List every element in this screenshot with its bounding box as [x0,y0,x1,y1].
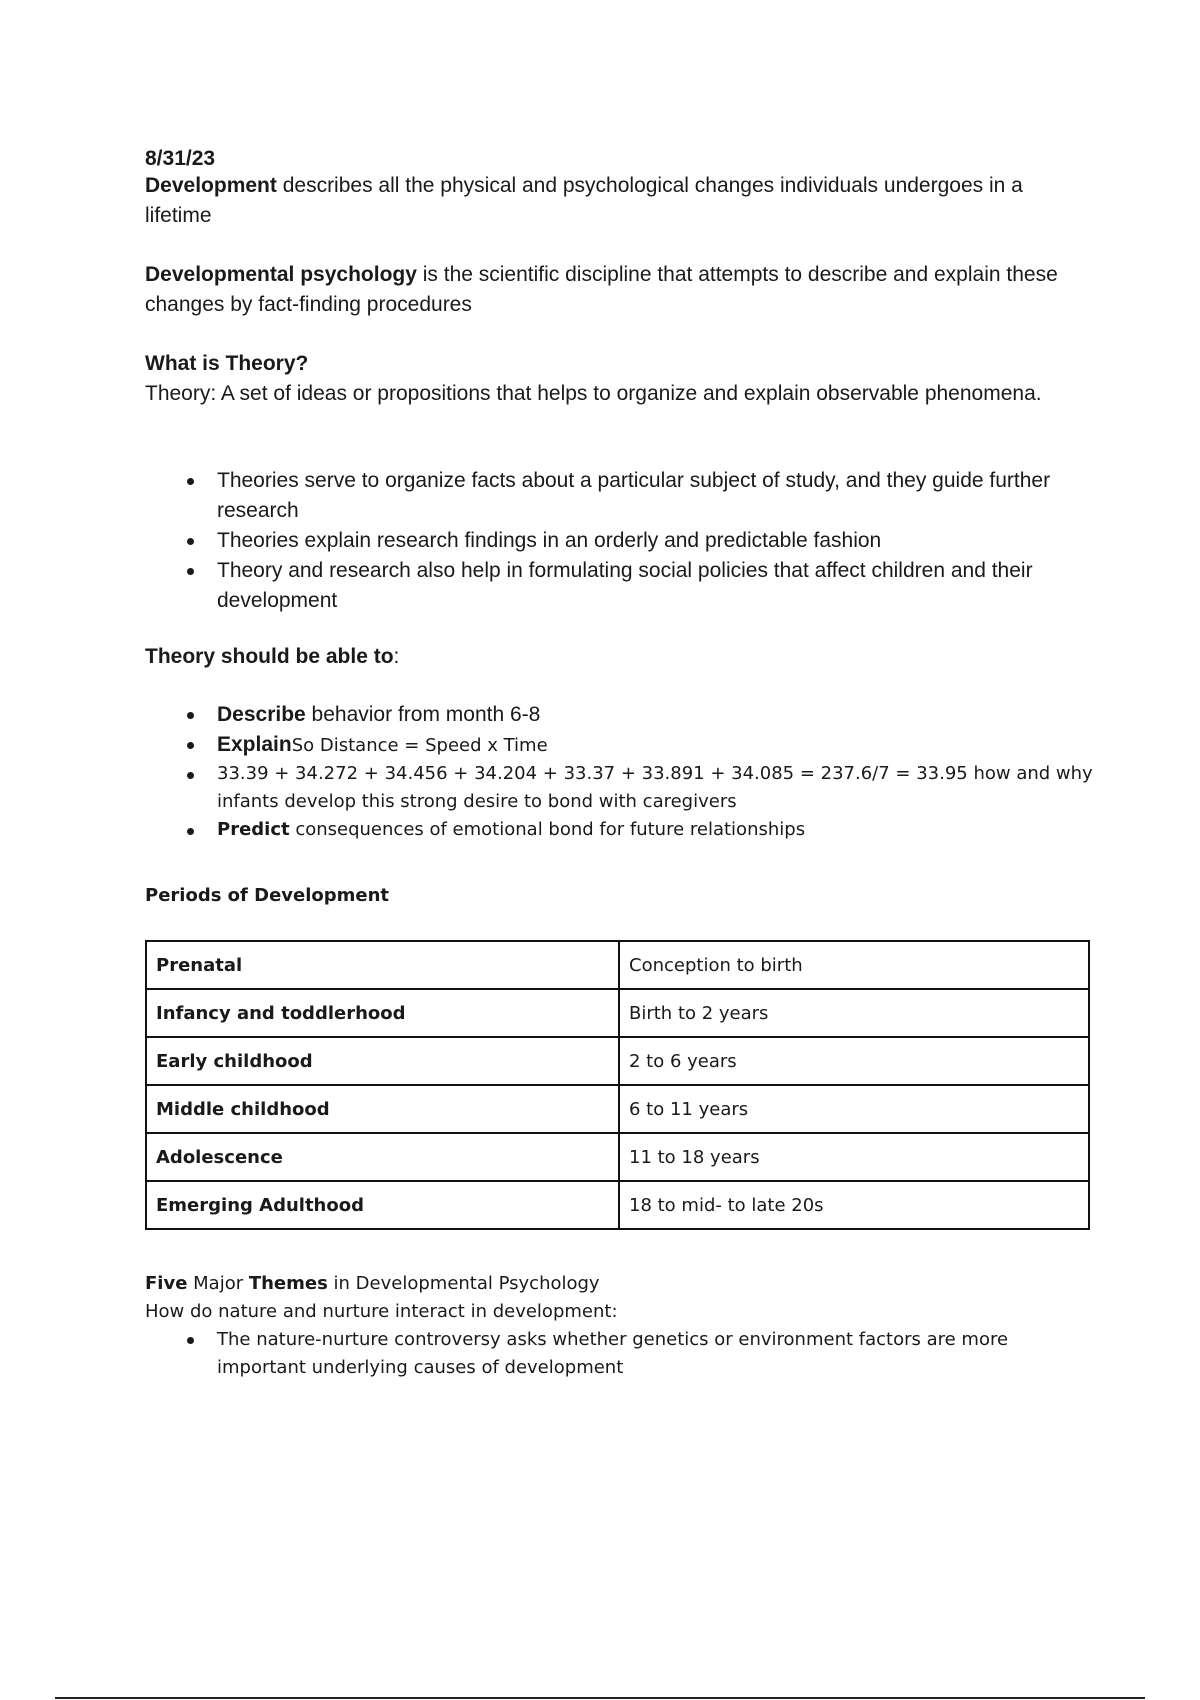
list-item [145,700,1095,730]
list-item: The nature-nurture controversy asks whether genetics or environment factors are more important underlying causes of development [145,1326,1095,1382]
theory-bullet-list [145,466,1095,616]
themes-major: Major [187,1273,249,1294]
dev-psych-term: Developmental psychology [145,263,417,286]
range-cell: 6 to 11 years [619,1085,1089,1133]
development-term: Development [145,174,277,197]
range-cell: 18 to mid- to late 20s [619,1181,1089,1229]
range-cell: Conception to birth [619,941,1089,989]
themes-five: Five [145,1273,188,1294]
should-bullet-list [145,700,1095,844]
explain-text: So Distance = Speed x Time [291,735,548,756]
theory-heading: What is Theory? [145,352,309,375]
table-row [146,1037,1089,1085]
table-row [146,989,1089,1037]
explain-term: Explain [217,733,292,756]
should-heading [145,642,1095,672]
table-row [146,941,1089,989]
should-heading-bold: Theory should be able to [145,645,394,668]
themes-question: How do nature and nurture interact in development: [145,1301,618,1322]
period-cell: Adolescence [146,1133,619,1181]
themes-bullet-list [145,1326,1095,1382]
table-row [146,1085,1089,1133]
list-item: Theories serve to organize facts about a particular subject of study, and they guide further research [145,466,1095,526]
predict-text: consequences of emotional bond for future relationships [289,819,806,840]
period-cell: Infancy and toddlerhood [146,989,619,1037]
list-item: 33.39 + 34.272 + 34.456 + 34.204 + 33.37 + 33.891 + 34.085 = 237.6/7 = 33.95 how and why infants develop this strong desire to bond with caregivers [145,760,1095,816]
themes-word: Themes [248,1273,328,1294]
themes-heading [145,1270,1095,1298]
periods-heading-block [145,882,1095,910]
table-row [146,1133,1089,1181]
development-text: describes all the physical and psychological changes individuals undergoes in a lifetime [145,174,1023,227]
range-cell: Birth to 2 years [619,989,1089,1037]
period-cell: Prenatal [146,941,619,989]
describe-term: Describe [217,703,306,726]
theory-section [145,349,1095,409]
should-bullets [145,700,1095,844]
period-cell: Middle childhood [146,1085,619,1133]
dev-psych-text: is the scientific discipline that attempts to describe and explain these changes by fact-finding procedures [145,263,1058,316]
development-paragraph [145,171,1095,231]
theory-bullets [145,466,1095,616]
predict-term: Predict [217,819,290,840]
list-item: Theory and research also help in formulating social policies that affect children and their development [145,556,1095,616]
date: 8/31/23 [145,147,216,170]
list-item: Theories explain research findings in an orderly and predictable fashion [145,526,1095,556]
period-cell: Emerging Adulthood [146,1181,619,1229]
list-item [145,816,1095,844]
should-heading-colon: : [393,645,400,668]
bottom-divider [55,1697,1145,1699]
period-cell: Early childhood [146,1037,619,1085]
list-item [145,730,1095,760]
themes-section [145,1270,1095,1382]
periods-table [145,940,1090,1230]
range-cell: 11 to 18 years [619,1133,1089,1181]
range-cell: 2 to 6 years [619,1037,1089,1085]
dev-psych-paragraph [145,260,1095,320]
describe-text: behavior from month 6-8 [305,703,541,726]
periods-heading: Periods of Development [145,885,390,906]
table-row [146,1181,1089,1229]
theory-definition: Theory: A set of ideas or propositions that helps to organize and explain observable phenomena. [145,382,1042,405]
themes-rest: in Developmental Psychology [327,1273,600,1294]
